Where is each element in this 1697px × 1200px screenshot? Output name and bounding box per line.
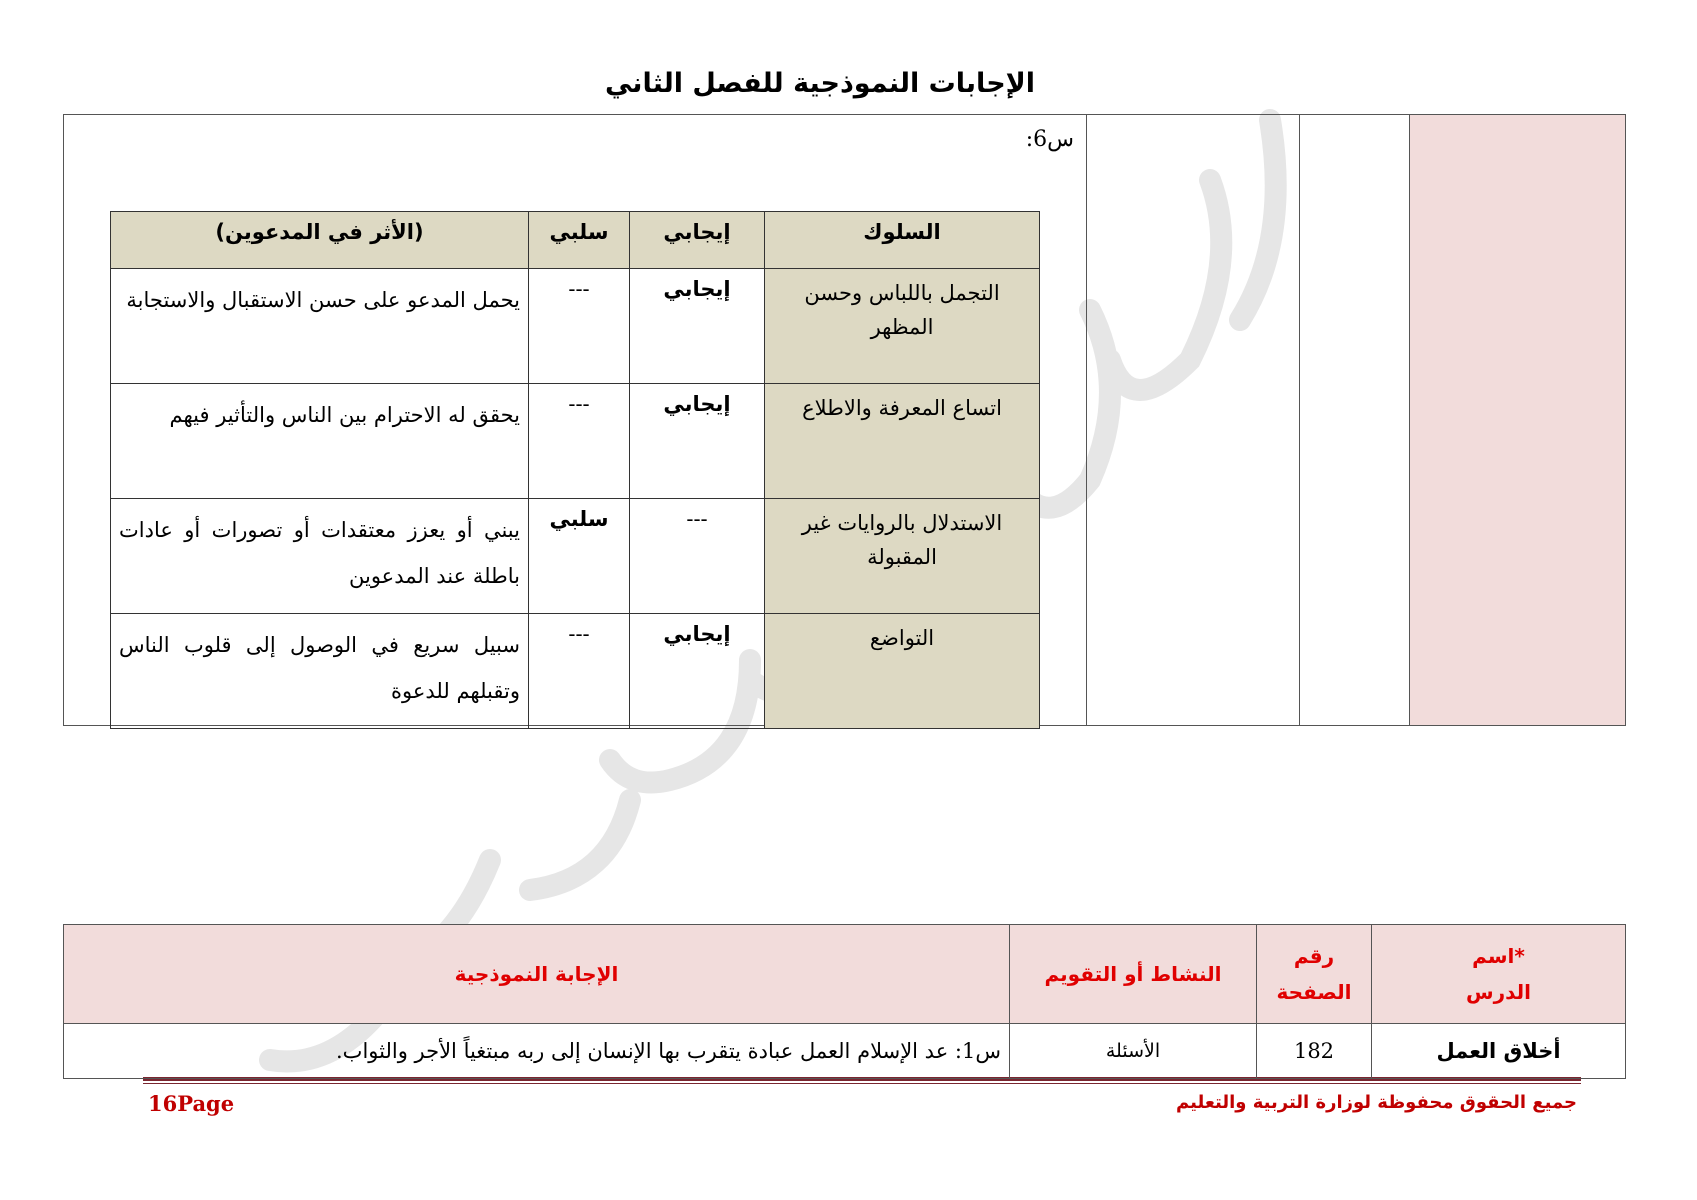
header-lesson-name-line1: *اسم (1472, 944, 1525, 968)
activity-cell (1087, 115, 1300, 726)
effect-cell: يبني أو يعزز معتقدات أو تصورات أو عادات باطلة عند المدعوين (111, 499, 529, 614)
table-row (111, 499, 1040, 614)
table-row (111, 269, 1040, 384)
effect-cell: سبيل سريع في الوصول إلى قلوب الناس وتقبلهم للدعوة (111, 614, 529, 729)
table-row (111, 614, 1040, 729)
header-activity: النشاط أو التقويم (1010, 925, 1257, 1024)
effect-cell: يحقق له الاحترام بين الناس والتأثير فيهم (111, 384, 529, 499)
header-lesson-name (1372, 925, 1626, 1024)
header-lesson-name-line2: الدرس (1465, 980, 1532, 1004)
effect-cell: يحمل المدعو على حسن الاستقبال والاستجابة (111, 269, 529, 384)
behavior-cell: التجمل باللباس وحسن المظهر (765, 269, 1040, 384)
header-effect: (الأثر في المدعوين) (111, 212, 529, 269)
answer-cell: س1: عد الإسلام العمل عبادة يتقرب بها الإنسان إلى ربه مبتغياً الأجر والثواب. (64, 1024, 1010, 1079)
behavior-cell: اتساع المعرفة والاطلاع (765, 384, 1040, 499)
footer-page-number: 16Page (148, 1091, 235, 1116)
page-title: الإجابات النموذجية للفصل الثاني (604, 68, 1036, 99)
header-page-number-line1: رقم (1293, 944, 1335, 968)
header-behavior: السلوك (765, 212, 1040, 269)
table-row (111, 384, 1040, 499)
behavior-table-header (111, 212, 1040, 269)
lesson-cell (1410, 115, 1626, 726)
lesson-name-cell: أخلاق العمل (1372, 1024, 1626, 1079)
lesson-table (63, 924, 1626, 1079)
behavior-table (110, 211, 1040, 729)
footer-rights: جميع الحقوق محفوظة لوزارة التربية والتعليم (1176, 1092, 1577, 1113)
header-negative: سلبي (529, 212, 630, 269)
lesson-table-header (64, 925, 1626, 1024)
negative-cell: --- (529, 614, 630, 729)
behavior-cell: الاستدلال بالروايات غير المقبولة (765, 499, 1040, 614)
table-row (64, 1024, 1626, 1079)
activity-cell: الأسئلة (1010, 1024, 1257, 1079)
positive-cell: إيجابي (630, 384, 765, 499)
page-number-cell: 182 (1257, 1024, 1372, 1079)
header-page-number-line2: الصفحة (1276, 980, 1352, 1004)
page-cell (1300, 115, 1410, 726)
behavior-cell: التواضع (765, 614, 1040, 729)
positive-cell: إيجابي (630, 269, 765, 384)
question-label: س6: (1025, 127, 1074, 152)
footer-separator-thin (143, 1083, 1581, 1084)
positive-cell: إيجابي (630, 614, 765, 729)
header-page-number (1257, 925, 1372, 1024)
header-positive: إيجابي (630, 212, 765, 269)
negative-cell: سلبي (529, 499, 630, 614)
header-model-answer: الإجابة النموذجية (64, 925, 1010, 1024)
negative-cell: --- (529, 384, 630, 499)
positive-cell: --- (630, 499, 765, 614)
negative-cell: --- (529, 269, 630, 384)
